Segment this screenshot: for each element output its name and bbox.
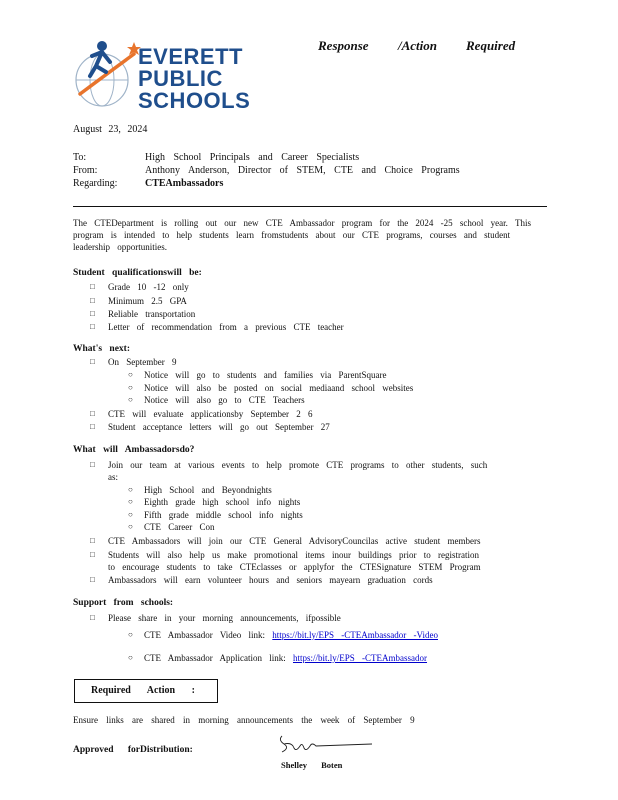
- signer-name: Shelley Boten: [281, 760, 343, 770]
- list-item-continuation: to encourage students to take CTEclasses or applyfor the CTESignature STEM Program: [108, 562, 481, 572]
- qualifications-heading: Student qualificationswill be:: [73, 268, 202, 278]
- logo-line-2: PUBLIC: [138, 66, 223, 91]
- header-action: /Action: [398, 38, 438, 53]
- application-link[interactable]: https://bit.ly/EPS -CTEAmbassador: [293, 653, 428, 663]
- to-value: High School Principals and Career Specialists: [145, 152, 360, 163]
- to-label: To:: [73, 152, 87, 163]
- header-required: Required: [466, 38, 516, 53]
- regarding-label: Regarding:: [73, 178, 118, 189]
- application-link-label: CTE Ambassador Application link:: [144, 653, 286, 663]
- intro-paragraph: The CTEDepartment is rolling out our new CTE Ambassador program for the 2024 -25 school year. This program is intended to help students learn fromstudents about our CTE programs, courses and student leadership opportunities.: [73, 218, 532, 252]
- video-link-label: CTE Ambassador Video link:: [144, 630, 266, 640]
- list-item-continuation: as:: [108, 472, 118, 482]
- video-link[interactable]: https://bit.ly/EPS -CTEAmbassador -Video: [272, 630, 438, 640]
- approved-label: Approved forDistribution:: [73, 745, 193, 755]
- from-value: Anthony Anderson, Director of STEM, CTE and Choice Programs: [145, 165, 460, 176]
- regarding-value: CTEAmbassadors: [145, 178, 224, 189]
- everett-public-schools-logo: [72, 36, 252, 112]
- divider: [73, 206, 547, 207]
- ambassadors-heading: What will Ambassadorsdo?: [73, 445, 195, 455]
- support-heading: Support from schools:: [73, 598, 174, 608]
- required-action-box: [74, 679, 218, 703]
- logo-line-1: EVERETT: [138, 44, 243, 69]
- memo-date: August 23, 2024: [73, 124, 148, 135]
- ensure-text: Ensure links are shared in morning announcements the week of September 9: [73, 715, 415, 725]
- from-label: From:: [73, 165, 98, 176]
- header-response: Response: [318, 38, 369, 53]
- signature: [276, 730, 376, 758]
- whats-next-heading: What's next:: [73, 344, 130, 354]
- globe-figure-icon: [76, 41, 141, 106]
- required-action-label: Required Action :: [91, 685, 195, 696]
- logo-line-3: SCHOOLS: [138, 88, 251, 112]
